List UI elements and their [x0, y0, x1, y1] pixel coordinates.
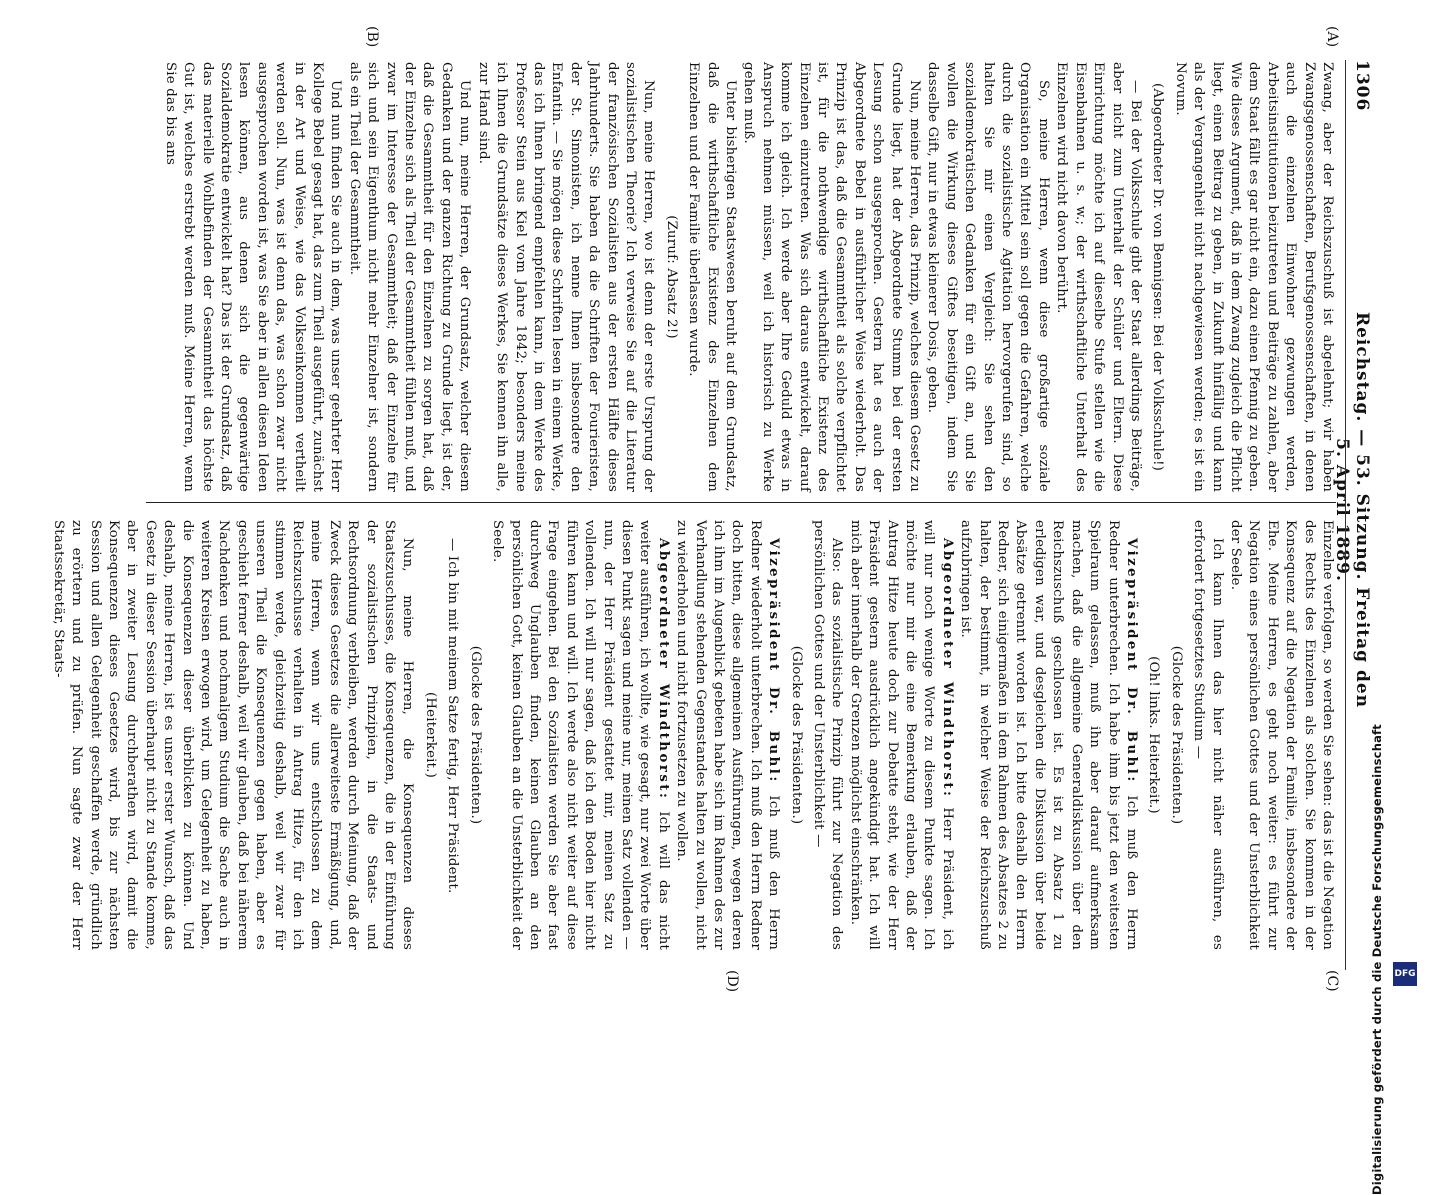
paragraph: Nun, meine Herren, das Prinzip, welches diesem Gesetz zu Grunde liegt, hat der Abgeordnete Stumm bei der ersten Lesung schon ausgesprochen. Gestern hat es auch der Abgeordnete Bebel in ausführlicher Weise wiederholt. Das Prinzip ist das, daß die Gesammtheit als solche verpflichtet ist, für die nothwendige wirthschaftliche Existenz des Einzelnen einzutreten. Was sich daraus entwickelt, darauf komme ich gleich. Ich werde aber Ihre Geduld etwas in Anspruch nehmen müssen, weil ich historisch zu Werke gehen muß. [741, 62, 923, 492]
speech-paragraph [845, 520, 955, 950]
header-rule [1345, 60, 1346, 970]
speech-paragraph [956, 520, 1140, 950]
interjection: (Heiterkeit.) [422, 691, 438, 778]
paragraph: Also: das sozialistische Prinzip führt zur Negation des persönlichen Gottes und der Unsterblichkeit — [811, 520, 845, 950]
paragraph: Zwang, aber der Reichszuschuß ist abgelehnt; wir haben Zwangsgenossenschaften, Berufsgenossenschaften, in denen auch die einzelnen Einwohner gezwungen werden, Arbeitsinstitutionen beizutreten und Beiträge zu zahlen, aber dem Staat fällt es gar nicht ein, dazu einen Pfennig zu geben. Wie dieses Argument, daß in dem Zwang zugleich die Pflicht liegt, einen Beitrag zu geben, in Zukunft hinfällig und kann als der Vergangenheit nicht nachgewiesen werden; es ist ein Novum. [1172, 62, 1335, 492]
paragraph: Nun, meine Herren, die Konsequenzen dieses Staatszuschusses, die Konsequenzen, die in der Einführung der sozialistischen Prinzipien, in die Staats- und Rechtsordnung verbleiben, werden durch Meinung, daß der Zweck dieses Gesetzes die allerweiteste Ermäßigung, und, meine Herren, wenn wir uns entschlossen zu dem Reichszuschusse verhalten in Antrag Hitze, für den ich stimmen werde, gleichzeitig deshalb, weil wir zwar für unseren Theil die Konsequenzen gegen haben, aber es geschieht ferner deshalb, weil wir glauben, daß bei näherem Nachdenken und nochmaligem Studium die Sache auch in weiteren Kreisen erwogen wird, um Gelegenheit zu haben, die Konsequenzen dieser überblicken zu können. Und deshalb, meine Herren, ist es unser erster Wunsch, daß das Gesetz in dieser Session überhaupt nicht zu Stande komme, aber in zweiter Lesung durchberathen wird, damit die Konsequenzen dieses Gesetzes wird, bis zur nächsten Session und allen Gelegenheit geschaffen werde, gründlich zu erörtern und zu prüfen. Nun sagte zwar der Herr Staatssekretär, Staats- [50, 520, 416, 950]
speech-text: Ich muß den Herrn Redner unterbrechen. Ich habe ihm bis jetzt den weitesten Spielraum gelassen, muß ihn aber darauf aufmerksam machen, daß die allgemeine Generaldiskussion über den Reichszuschuß geschlossen ist. Es ist zu Absatz 1 zu erledigen war, und desgleichen die Diskussion über beide Absätze getrennt worden ist. Ich bitte deshalb den Herrn Redner, sich einigermaßen in dem Rahmen des Absatzes 2 zu halten, der bestimmt, in welcher Weise der Reichszuschuß aufzubringen ist. [958, 520, 1139, 950]
interjection: (Glocke des Präsidenten.) [788, 645, 804, 825]
paragraph: — Bei der Volksschule gibt der Staat allerdings Beiträge, aber nicht zum Unterhalt der Schüler und Eltern. Diese Einrichtung möchte ich auf dieselbe Stufe stellen wie die Eisenbahnen u. s. w.; der wirthschaftliche Unterhalt des Einzelnen wird nicht davon berührt. [1054, 62, 1143, 492]
speaker-name: Abgeordneter Windthorst: [939, 538, 955, 799]
paragraph: Und nun finden Sie auch in dem, was unser geehrter Herr Kollege Bebel gesagt hat, das zum Theil ausgeführt, zunächst in der Art und Weise, wie das Volkseinkommen vertheilt werden soll. Nun, was ist denn das, was schon zwar nicht ausgesprochen worden ist, was Sie aber in allen diesen Ideen lesen können, aus denen sich die gegenwärtige Sozialdemokratie entwickelt hat? Das ist der Grundsatz, daß das materielle Wohlbefinden der Gesammtheit das höchste Gut ist, welches erstrebt werden muß. Meine Herren, wenn Sie das bis ans [162, 62, 344, 492]
speech-text: Ich will das nicht weiter ausführen, ich wollte, wie gesagt, nur zwei Worte über diesen Punkt sagen und meine nur, meinen Satz vollenden — nun, der Herr Präsident gestattet mir, meinen Satz zu vollenden. Ich will nur sagen, daß ich den Boden hier nicht führen kann und will. Ich werde also nicht weiter auf diese Frage eingehen. Bei den Sozialisten werden Sie aber fast durchweg Unglauben finden, keinen Glauben an den persönlichen Gott, keinen Glauben an die Unsterblichkeit der Seele. [490, 520, 671, 951]
speech-text: Ich muß den Herrn Redner wiederholt unterbrechen. Ich muß den Herrn Redner doch bitten, diese allgemeinen Ausführungen, wegen deren ich ihm im Augenblick gebeten habe sich im Rahmen des zur Verhandlung stehenden Gegenstandes halten zu wollen, nicht zu wiederholen und nicht fortzusetzen zu wollen. [674, 520, 782, 950]
page-number: 1306 [1352, 60, 1372, 112]
speaker-name: Vizepräsident Dr. Buhl: [766, 538, 782, 784]
speaker-name: Abgeordneter Windthorst: [655, 538, 671, 801]
left-column [160, 62, 1336, 492]
interjection: (Glocke des Präsidenten.) [467, 645, 483, 825]
paragraph: — Ich bin mit meinem Satze fertig, Herr Präsident. [445, 538, 461, 894]
paragraph: Und nun, meine Herren, der Grundsatz, welcher diesem Gedanken und der ganzen Richtung zu Grunde liegt, ist der, daß die Gesammtheit für den Einzelnen zu sorgen hat, daß der Einzelne sich als Theil der Gesammtheit fühlen muß, und zwar im Interesse der Gesammtheit; daß der Einzelne für sich und sein Eigenthum nicht mehr Einzelner ist, sondern als ein Theil der Gesammtheit. [346, 62, 473, 492]
dfg-logo: DFG [1393, 962, 1417, 986]
paragraph: Einzelne verfolgen, so werden Sie sehen: das ist die Negation des Rechts des Einzelnen als solchen. Sie kommen in der Konsequenz auf die Negation der Familie, insbesondere der Ehe. Meine Herren, es geht noch weiter: es führt zur Negation eines persönlichen Gottes und der Unsterblichkeit der Seele. [1227, 520, 1335, 950]
margin-marker-a: (A) [1324, 26, 1340, 48]
paragraph: So, meine Herren, wenn diese großartige soziale Organisation ein Mittel sein soll gegen die Gefahren, welche durch die sozialistische Agitation hervorgerufen sind, so halten Sie mir einen Vergleich: Sie sehen den sozialdemokratischen Gedanken für ein Gift an, und Sie wollen die Wirkung dieses Giftes beseitigen, indem Sie dasselbe Gift, nur in etwas kleinerer Dosis, geben. [925, 62, 1051, 492]
paragraph: Ich kann Ihnen das hier nicht näher ausführen, es erfordert fortgesetztes Studium — [1191, 520, 1225, 950]
speaker-name: Vizepräsident Dr. Buhl: [1123, 538, 1139, 784]
speech-paragraph [488, 520, 672, 950]
paragraph: Unter bisherigen Staatswesen beruht auf dem Grundsatz, daß die wirthschaftliche Existenz des Einzelnen dem Einzelnen und der Familie überlassen wurde. [686, 62, 738, 492]
speech-text: Herr Präsident, ich will nur noch wenige Worte zu diesem Punkte sagen. Ich möchte nur mir die eine Bemerkung erlauben, daß der Antrag Hitze heute doch zur Debatte steht, wie der Herr Präsident gestern ausdrücklich angekündigt hat. Ich will mich aber innerhalb der Grenzen möglichst einschränken. [847, 520, 955, 950]
interjection: (Abgeordneter Dr. von Bennigsen: Bei der Volksschule!) [1150, 82, 1166, 472]
interjection: (Zuruf: Absatz 2!) [663, 215, 679, 339]
margin-marker-c: (C) [1324, 970, 1340, 992]
column-divider [146, 502, 1336, 503]
margin-marker-b: (B) [364, 26, 380, 48]
paragraph: Nun, meine Herren, wo ist denn der erste Ursprung der sozialistischen Theorie? Ich verweise Sie auf die Literatur der französischen Sozialisten aus der ersten Hälfte dieses Jahrhunderts. Sie haben da die Schriften der Fourieristen, der St. Simonisten, ich nenne Ihnen insbesondere den Enfantin. — Sie mögen diese Schriften lesen in einem Werke, das ich Ihnen bringend empfehlen kann, in dem Werke des Professor Stein aus Kiel vom Jahre 1842; besonders meine ich Ihnen die Grundsätze dieses Werkes, Sie kennen ihn alle, zur Hand sind. [475, 62, 657, 492]
interjection: (Oh! links. Heiterkeit.) [1146, 656, 1162, 814]
margin-marker-d: (D) [724, 970, 740, 993]
page-title: Reichstag. — 53. Sitzung. Freitag den 5. April 1889. [1332, 311, 1372, 709]
digitization-sidebar [1370, 0, 1432, 1195]
funding-credit: Digitalisierung gefördert durch die Deutsche Forschungsgemeinschaft [1370, 724, 1384, 1195]
interjection: (Glocke des Präsidenten.) [1168, 645, 1184, 825]
page-header [1332, 0, 1372, 1000]
speech-paragraph [672, 520, 782, 950]
right-column [48, 520, 1336, 950]
